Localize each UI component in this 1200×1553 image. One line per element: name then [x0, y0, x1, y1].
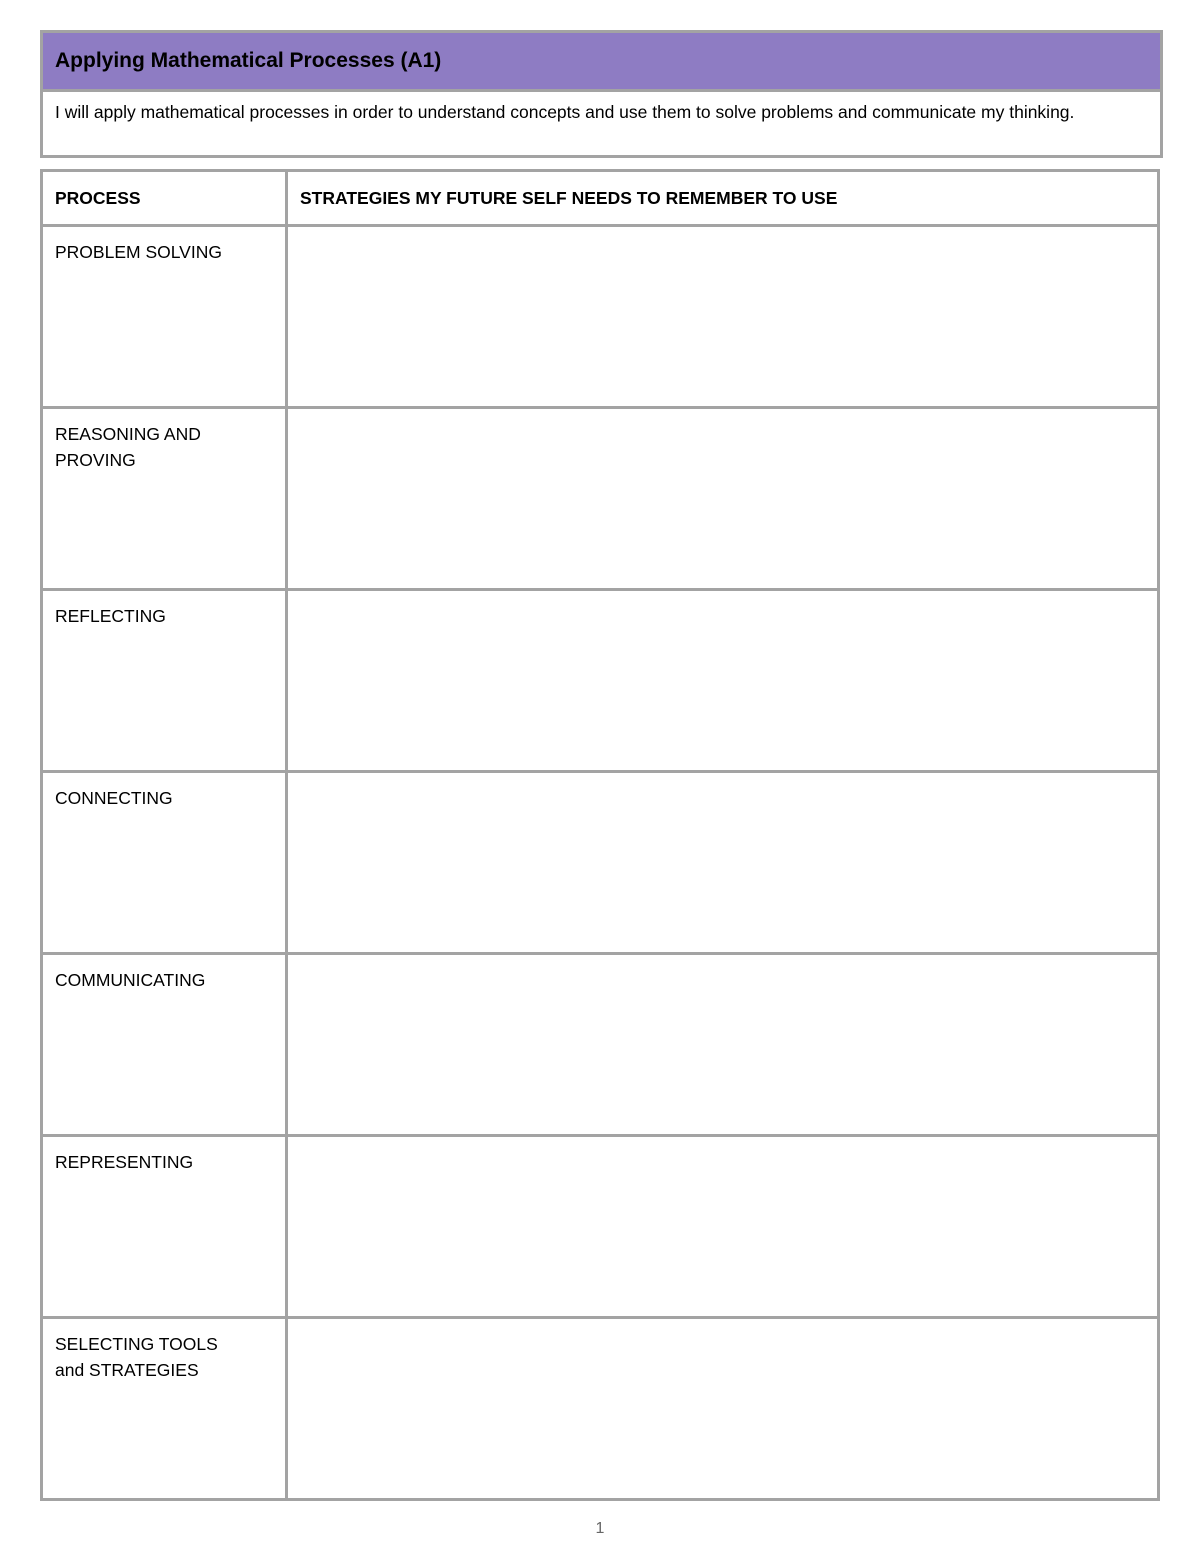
header-box [40, 30, 1163, 158]
process-label-communicating: COMMUNICATING [42, 954, 287, 1136]
strategies-cell-connecting[interactable] [287, 772, 1159, 954]
table-row [42, 226, 1159, 408]
strategies-cell-representing[interactable] [287, 1136, 1159, 1318]
column-header-process: PROCESS [42, 171, 287, 226]
table-header-row [42, 171, 1159, 226]
process-label-reasoning-and-proving: REASONING AND PROVING [42, 408, 287, 590]
strategies-cell-selecting-tools[interactable] [287, 1318, 1159, 1500]
process-label-selecting-tools: SELECTING TOOLS and STRATEGIES [42, 1318, 287, 1500]
page-number: 1 [595, 1520, 605, 1537]
table-row [42, 590, 1159, 772]
process-label-representing: REPRESENTING [42, 1136, 287, 1318]
process-label-reflecting: REFLECTING [42, 590, 287, 772]
process-strategies-table [40, 169, 1160, 1501]
process-label-connecting: CONNECTING [42, 772, 287, 954]
table-row [42, 1136, 1159, 1318]
page-title: Applying Mathematical Processes (A1) [43, 33, 1160, 92]
table-row [42, 954, 1159, 1136]
process-label-problem-solving: PROBLEM SOLVING [42, 226, 287, 408]
column-header-strategies: STRATEGIES MY FUTURE SELF NEEDS TO REMEMBER TO USE [287, 171, 1159, 226]
learning-goal-description: I will apply mathematical processes in order to understand concepts and use them to solve problems and communicate my thinking. [55, 102, 1075, 122]
table-row [42, 772, 1159, 954]
strategies-cell-problem-solving[interactable] [287, 226, 1159, 408]
strategies-cell-reasoning-and-proving[interactable] [287, 408, 1159, 590]
table-row [42, 408, 1159, 590]
table-row [42, 1318, 1159, 1500]
strategies-cell-communicating[interactable] [287, 954, 1159, 1136]
strategies-cell-reflecting[interactable] [287, 590, 1159, 772]
